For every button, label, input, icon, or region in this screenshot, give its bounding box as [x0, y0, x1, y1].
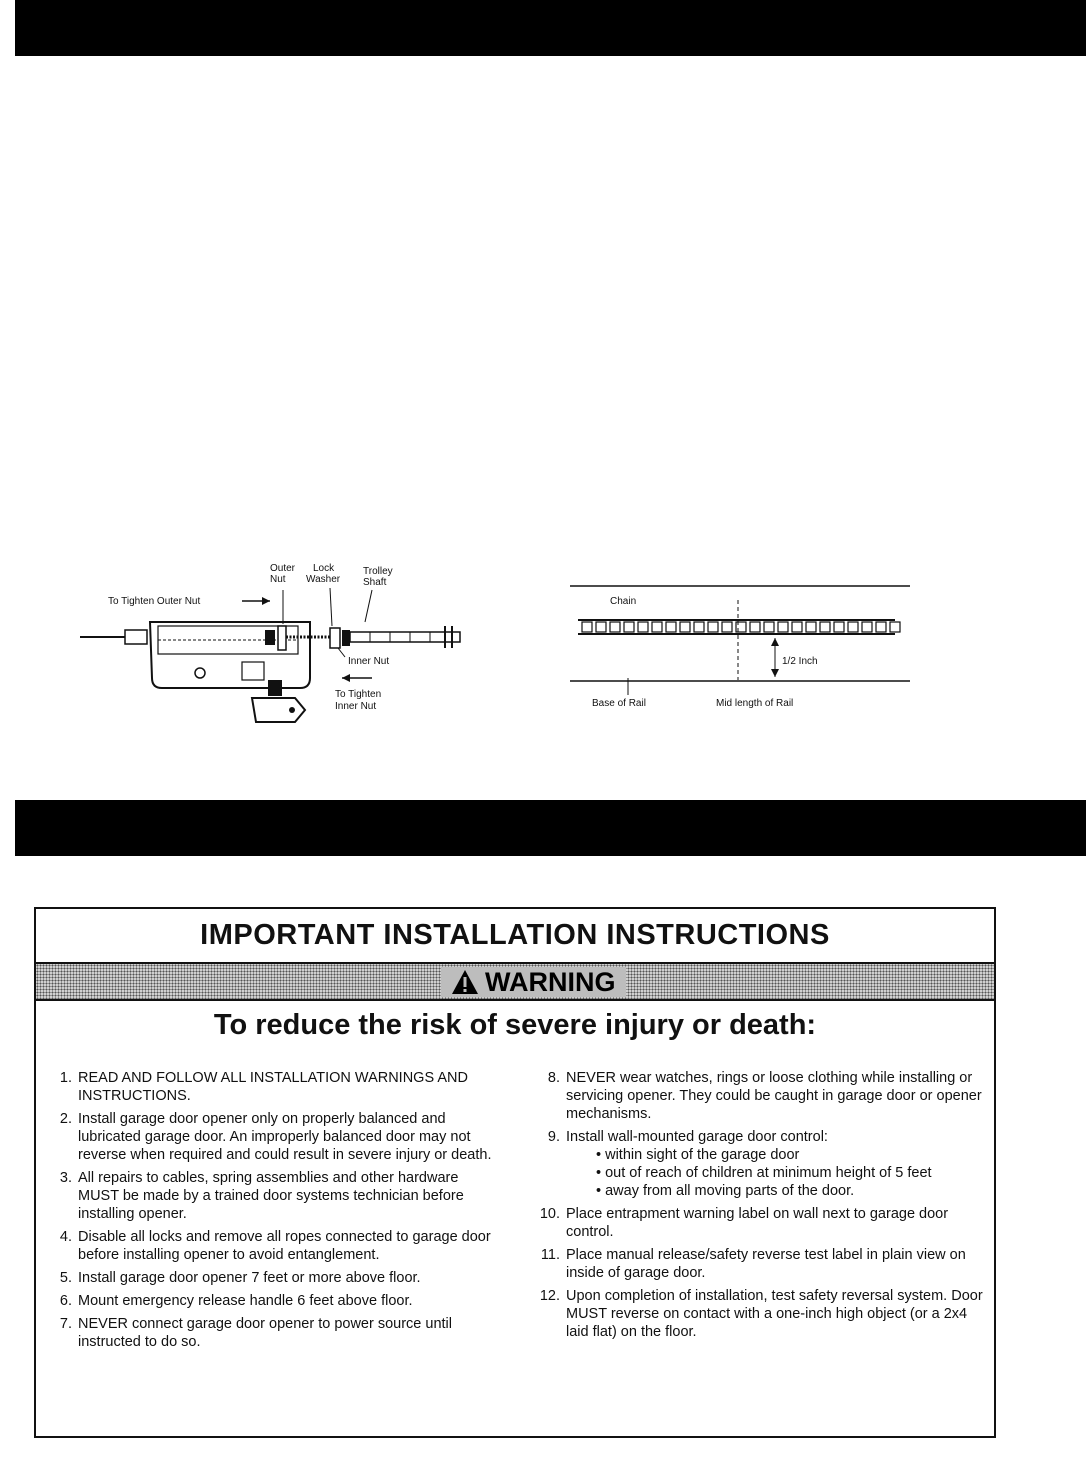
instructions-right-column	[536, 1069, 991, 1346]
item-number: 4.	[59, 1229, 72, 1245]
list-item	[536, 1128, 991, 1200]
header-bar	[15, 0, 1086, 56]
item-text-content: Install garage door opener only on properly balanced and lubricated garage door. An improperly balanced door may not reverse when required and could result in severe injury or death.	[78, 1111, 492, 1163]
chain-link	[708, 622, 718, 632]
item-text-content: NEVER connect garage door opener to power source until instructed to do so.	[78, 1316, 452, 1350]
list-item	[536, 1287, 991, 1341]
item-number: 1.	[59, 1070, 72, 1086]
chain-link	[806, 622, 816, 632]
item-text-content: Place entrapment warning label on wall next to garage door control.	[566, 1206, 949, 1240]
chain-link	[680, 622, 690, 632]
chain-link	[792, 622, 802, 632]
chain-link	[750, 622, 760, 632]
list-item	[48, 1169, 493, 1223]
chain-label: Chain	[610, 596, 637, 607]
base-of-rail-label: Base of Rail	[592, 698, 646, 709]
label-subtitle: To reduce the risk of severe injury or death:	[213, 1009, 817, 1041]
item-text-content: Mount emergency release handle 6 feet above floor.	[78, 1293, 413, 1309]
list-item	[48, 1110, 493, 1164]
divider	[36, 999, 994, 1001]
chain-link	[862, 622, 872, 632]
to-tighten-inner-label: To Tighten Inner Nut	[335, 689, 382, 712]
chain-link	[722, 622, 732, 632]
item-text	[78, 1169, 493, 1223]
warning-heading	[441, 967, 626, 997]
chain-link	[890, 622, 900, 632]
chain-link	[666, 622, 676, 632]
bullet-item: • within sight of the garage door	[596, 1146, 991, 1164]
item-number: 11.	[540, 1247, 560, 1263]
list-item	[48, 1228, 493, 1264]
list-item	[48, 1315, 493, 1351]
chain-link	[610, 622, 620, 632]
trolley-shaft-label: Trolley Shaft	[363, 566, 393, 588]
item-number: 3.	[59, 1170, 72, 1186]
item-text	[566, 1205, 991, 1241]
lock-washer-label: Lock Washer	[306, 563, 341, 585]
item-text	[566, 1246, 991, 1282]
trolley-adjustment-figure	[80, 560, 480, 725]
chain-link	[596, 622, 606, 632]
list-item	[536, 1205, 991, 1241]
item-number: 8.	[547, 1070, 560, 1086]
chain-link	[820, 622, 830, 632]
item-number: 5.	[59, 1270, 72, 1286]
item-text-content: Place manual release/safety reverse test label in plain view on inside of garage door.	[566, 1247, 966, 1281]
chain-link	[652, 622, 662, 632]
alert-triangle-icon	[451, 969, 479, 995]
item-text	[566, 1128, 991, 1200]
chain-link	[582, 622, 592, 632]
item-text	[78, 1228, 493, 1264]
list-item	[536, 1069, 991, 1123]
item-number: 7.	[59, 1316, 72, 1332]
chain-link	[876, 622, 886, 632]
mid-length-label: Mid length of Rail	[716, 698, 794, 709]
to-tighten-outer-label: To Tighten Outer Nut	[108, 596, 201, 607]
item-number: 9.	[547, 1129, 560, 1145]
item-text-content: All repairs to cables, spring assemblies and other hardware MUST be made by a trained door systems technician before installing opener.	[78, 1170, 464, 1222]
warning-word: WARNING	[485, 966, 616, 997]
item-text-content: Upon completion of installation, test safety reversal system. Door MUST reverse on contact with a one-inch high object (or a 2x4 laid flat) on the floor.	[566, 1288, 983, 1340]
installation-warning-label	[34, 907, 996, 1438]
half-inch-label: 1/2 Inch	[782, 656, 818, 667]
item-text-content: Disable all locks and remove all ropes connected to garage door before installing opener to avoid entanglement.	[78, 1229, 491, 1263]
instructions-left-column	[48, 1069, 493, 1356]
list-item	[48, 1292, 493, 1310]
item-text	[78, 1110, 493, 1164]
chain-link	[764, 622, 774, 632]
item-text	[78, 1269, 493, 1287]
chain-link	[834, 622, 844, 632]
item-number: 2.	[59, 1111, 72, 1127]
item-text	[566, 1287, 991, 1341]
chain-link	[638, 622, 648, 632]
bullet-item: • away from all moving parts of the door.	[596, 1182, 991, 1200]
list-item	[48, 1269, 493, 1287]
item-text	[78, 1069, 493, 1105]
list-item	[48, 1069, 493, 1105]
list-item	[536, 1246, 991, 1282]
outer-nut-label: Outer Nut	[270, 563, 296, 585]
chain-link	[624, 622, 634, 632]
item-text	[78, 1292, 493, 1310]
chain-link	[848, 622, 858, 632]
item-text-content: NEVER wear watches, rings or loose clothing while installing or servicing opener. They could be caught in garage door or opener mechanisms.	[566, 1070, 982, 1122]
section-bar	[15, 800, 1086, 856]
inner-nut-label: Inner Nut	[348, 656, 390, 667]
item-number: 6.	[59, 1293, 72, 1309]
item-number: 10.	[539, 1206, 560, 1222]
label-title: IMPORTANT INSTALLATION INSTRUCTIONS	[200, 919, 830, 951]
item-text-content: Install garage door opener 7 feet or more above floor.	[78, 1270, 421, 1286]
item-number: 12.	[539, 1288, 560, 1304]
item-text	[78, 1315, 493, 1351]
chain-links	[582, 622, 900, 632]
bullet-list	[566, 1146, 991, 1200]
bullet-item: • out of reach of children at minimum height of 5 feet	[596, 1164, 991, 1182]
chain-link	[694, 622, 704, 632]
item-text	[566, 1069, 991, 1123]
chain-link	[778, 622, 788, 632]
chain-tension-figure	[570, 580, 910, 715]
item-text-content: READ AND FOLLOW ALL INSTALLATION WARNINGS AND INSTRUCTIONS.	[78, 1070, 468, 1104]
item-text-content: Install wall-mounted garage door control:	[566, 1129, 828, 1145]
